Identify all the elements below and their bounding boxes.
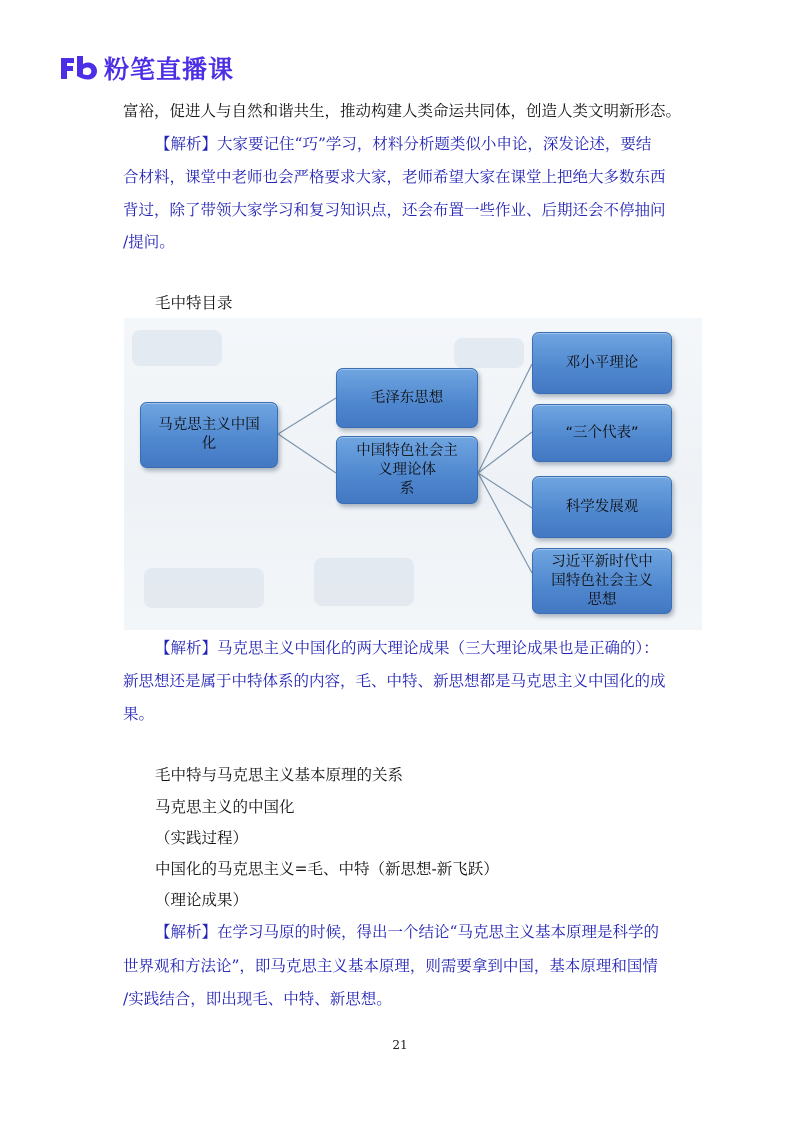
mao-zhongte-diagram [124, 318, 702, 630]
header [58, 48, 234, 88]
node-text-line: 习近平新时代中 [551, 553, 653, 570]
node-text-line: 国特色社会主义 [551, 572, 653, 589]
node-marxism-sinicization [140, 402, 278, 468]
node-text-line: 义理论体 [378, 461, 436, 478]
node-text-line: 化 [201, 436, 217, 452]
node-deng-theory [532, 332, 672, 394]
node-mao-thought [336, 368, 478, 428]
analysis-paragraph-line: 果。 [123, 705, 155, 723]
section-title: 毛中特与马克思主义基本原理的关系 [155, 766, 404, 784]
node-text-line: 马克思主义中国 [158, 417, 260, 433]
fenbi-logo-icon [58, 53, 102, 83]
analysis-paragraph-line: /提问。 [123, 233, 175, 251]
analysis-paragraph-line: 背过，除了带领大家学习和复习知识点，还会布置一些作业、后期还会不停抽问 [123, 201, 666, 219]
page-number: 21 [392, 1038, 408, 1052]
analysis-paragraph-line [155, 637, 659, 659]
paragraph-line: 富裕，促进人与自然和谐共生，推动构建人类命运共同体，创造人类文明新形态。 [123, 102, 682, 120]
node-text: 邓小平理论 [565, 354, 639, 371]
analysis-paragraph-line: /实践结合，即出现毛、中特、新思想。 [123, 990, 392, 1008]
analysis-paragraph-line: 合材料，课堂中老师也会严格要求大家，老师希望大家在课堂上把绝大多数东西 [123, 168, 666, 186]
node-text-line: 系 [399, 480, 415, 497]
relation-line: （实践过程） [155, 829, 249, 847]
analysis-tag: 【解析】 [155, 639, 218, 657]
node-socialism-theory-system [336, 436, 478, 504]
node-text: 毛泽东思想 [370, 389, 444, 406]
analysis-paragraph-line: 新思想还是属于中特体系的内容，毛、中特、新思想都是马克思主义中国化的成 [123, 672, 666, 690]
relation-line: 中国化的马克思主义=毛、中特（新思想-新飞跃） [155, 860, 499, 878]
analysis-paragraph-line [155, 133, 651, 155]
node-text-line: 思想 [587, 591, 617, 608]
node-text: 科学发展观 [565, 498, 639, 515]
relation-line: （理论成果） [155, 891, 249, 909]
section-title: 毛中特目录 [155, 294, 233, 312]
analysis-paragraph-line [155, 921, 659, 943]
node-three-represents [532, 404, 672, 462]
node-scientific-outlook [532, 476, 672, 538]
analysis-tag: 【解析】 [155, 135, 218, 153]
analysis-tag: 【解析】 [155, 923, 218, 941]
node-text: “三个代表” [565, 424, 639, 441]
relation-line: 马克思主义的中国化 [155, 798, 295, 816]
node-text-line: 中国特色社会主 [356, 442, 458, 459]
brand-name: 粉笔直播课 [104, 55, 235, 84]
analysis-text: 马克思主义中国化的两大理论成果（三大理论成果也是正确的）： [217, 639, 659, 657]
analysis-paragraph-line: 世界观和方法论”，即马克思主义基本原理，则需要拿到中国，基本原理和国情 [123, 957, 658, 975]
analysis-text: 大家要记住“巧”学习，材料分析题类似小申论，深发论述，要结 [217, 135, 652, 153]
node-xi-thought [532, 548, 672, 614]
analysis-text: 在学习马原的时候，得出一个结论“马克思主义基本原理是科学的 [217, 923, 659, 941]
